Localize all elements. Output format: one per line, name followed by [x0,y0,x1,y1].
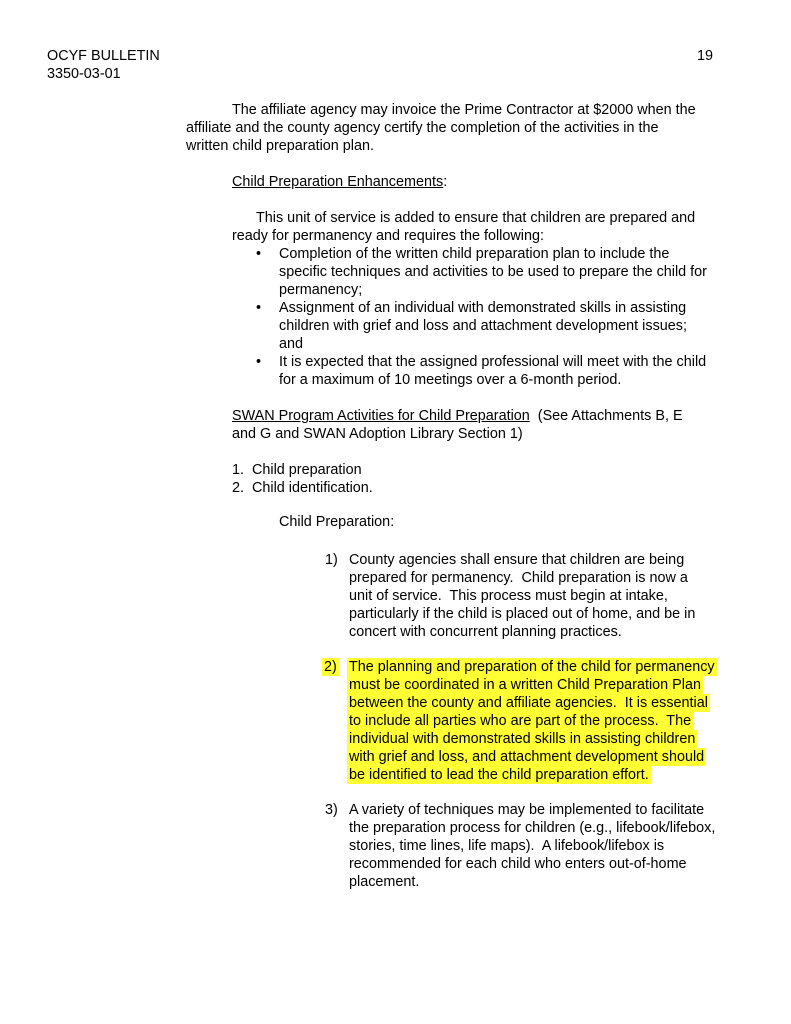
bullet-dot-icon: • [256,354,262,370]
item-3-line-1: A variety of techniques may be implemented to facilitate [349,802,705,818]
bullet-2-line-1: Assignment of an individual with demonstrated skills in assisting [279,300,687,316]
item-2-line-1: The planning and preparation of the child for permanency [349,659,715,675]
swan-heading-line-2: and G and SWAN Adoption Library Section 1) [232,426,523,442]
invoice-line-2: affiliate and the county agency certify the completion of the activities in the [186,120,659,136]
item-2-line-4: to include all parties who are part of the process. The [349,713,692,729]
invoice-line-3: written child preparation plan. [186,138,374,154]
swan-heading-text: SWAN Program Activities for Child Preparation [232,408,530,424]
bullet-2-line-3: and [279,336,304,352]
numbered-item-1: 1. Child preparation [232,462,362,478]
item-2-line-2: must be coordinated in a written Child Preparation Plan [349,677,701,693]
item-1-line-3: unit of service. This process must begin at intake, [349,588,668,604]
item-1-number: 1) [325,552,338,568]
bullet-1-line-3: permanency; [279,282,363,298]
item-1-line-2: prepared for permanency. Child preparation is now a [349,570,688,586]
item-2-number: 2) [324,659,337,675]
page-number: 19 [697,48,714,64]
swan-heading [232,407,683,425]
item-1-line-4: particularly if the child is placed out of home, and be in [349,606,696,622]
numbered-item-2: 2. Child identification. [232,480,373,496]
bullet-3-line-1: It is expected that the assigned professional will meet with the child [279,354,707,370]
enhancements-heading-text: Child Preparation Enhancements [232,174,444,190]
bullet-1-line-2: specific techniques and activities to be used to prepare the child for [279,264,707,280]
bulletin-number: 3350-03-01 [47,66,121,82]
item-2-line-5: individual with demonstrated skills in assisting children [349,731,696,747]
item-3-line-3: stories, time lines, life maps). A lifebook/lifebox is [349,838,665,854]
bullet-1-line-1: Completion of the written child preparation plan to include the [279,246,670,262]
bullet-2-line-2: children with grief and loss and attachment development issues; [279,318,687,334]
child-prep-label: Child Preparation: [279,514,395,530]
item-3-line-5: placement. [349,874,420,890]
enhancements-heading-colon: : [443,174,448,190]
enhancements-intro-1: This unit of service is added to ensure that children are prepared and [256,210,696,226]
bullet-3-line-2: for a maximum of 10 meetings over a 6-month period. [279,372,622,388]
enhancements-heading [232,173,447,191]
enhancements-intro-2: ready for permanency and requires the following: [232,228,544,244]
bulletin-title: OCYF BULLETIN [47,48,160,64]
bullet-dot-icon: • [256,300,262,316]
item-3-line-2: the preparation process for children (e.g., lifebook/lifebox, [349,820,716,836]
item-2-line-7: be identified to lead the child preparation effort. [349,767,649,783]
item-2-line-6: with grief and loss, and attachment development should [349,749,705,765]
swan-heading-suffix: (See Attachments B, E [529,408,683,424]
item-3-line-4: recommended for each child who enters out-of-home [349,856,687,872]
item-3-number: 3) [325,802,338,818]
invoice-line-1: The affiliate agency may invoice the Prime Contractor at $2000 when the [232,102,696,118]
item-1-line-5: concert with concurrent planning practices. [349,624,622,640]
bullet-dot-icon: • [256,246,262,262]
item-1-line-1: County agencies shall ensure that children are being [349,552,685,568]
item-2-line-3: between the county and affiliate agencies. It is essential [349,695,708,711]
